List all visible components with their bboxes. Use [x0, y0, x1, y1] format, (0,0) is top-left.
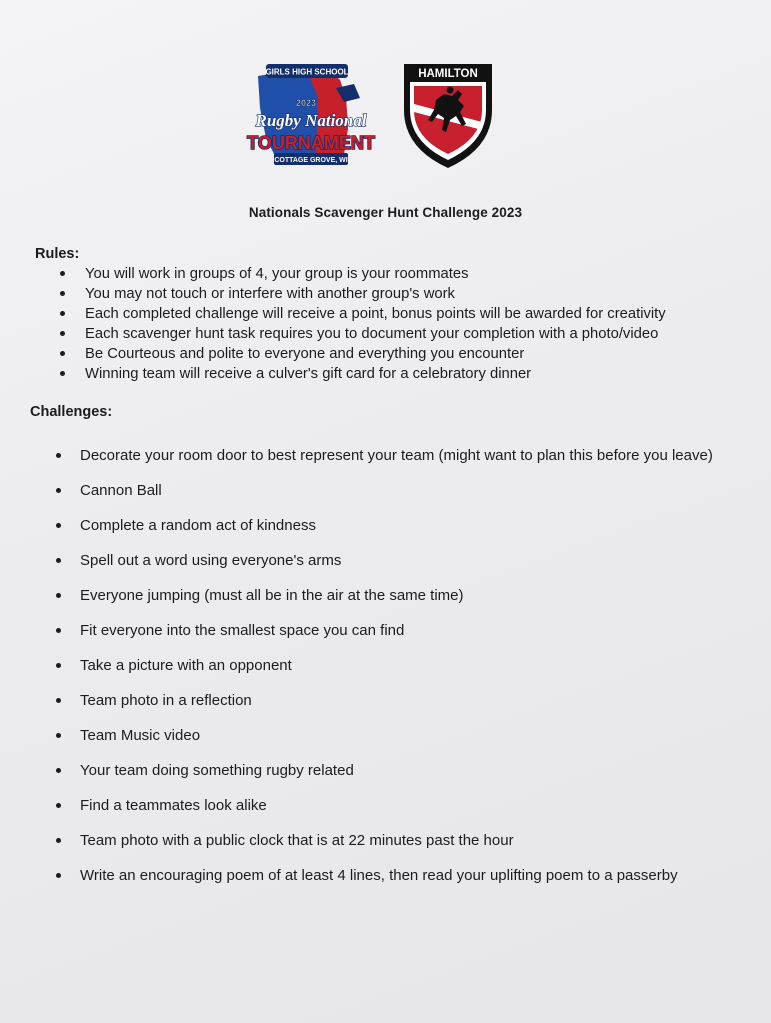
logo-text-bottom: COTTAGE GROVE, WI	[274, 157, 348, 164]
challenge-item: Team Music video	[52, 718, 742, 753]
challenge-item: Find a teammates look alike	[52, 788, 742, 823]
rule-item: You may not touch or interfere with another group's work	[58, 284, 748, 304]
rule-item: Each completed challenge will receive a point, bonus points will be awarded for creativity	[58, 304, 748, 324]
challenges-list	[52, 438, 742, 893]
logo-text-main: TOURNAMENT	[247, 133, 375, 153]
challenge-item: Fit everyone into the smallest space you can find	[52, 613, 742, 648]
challenge-item: Take a picture with an opponent	[52, 648, 742, 683]
challenge-item: Team photo with a public clock that is at 22 minutes past the hour	[52, 823, 742, 858]
rugby-tournament-logo-icon	[236, 58, 386, 178]
rule-item: Be Courteous and polite to everyone and everything you encounter	[58, 344, 748, 364]
challenges-heading: Challenges:	[30, 404, 113, 420]
page-title: Nationals Scavenger Hunt Challenge 2023	[248, 205, 523, 220]
logo-text-top: GIRLS HIGH SCHOOL	[265, 67, 349, 77]
hamilton-shield-icon	[400, 60, 496, 172]
challenge-item: Everyone jumping (must all be in the air at the same time)	[52, 578, 742, 613]
challenge-item: Complete a random act of kindness	[52, 508, 742, 543]
rules-heading: Rules:	[35, 246, 80, 262]
challenge-item: Team photo in a reflection	[52, 683, 742, 718]
challenge-item: Write an encouraging poem of at least 4 lines, then read your uplifting poem to a passerby	[52, 858, 742, 893]
challenge-item: Decorate your room door to best represent your team (might want to plan this before you leave)	[52, 438, 742, 473]
logo-text-year: 2023	[295, 98, 317, 108]
rule-item: Each scavenger hunt task requires you to document your completion with a photo/video	[58, 324, 748, 344]
challenge-item: Your team doing something rugby related	[52, 753, 742, 788]
challenge-item: Cannon Ball	[52, 473, 742, 508]
rules-list	[58, 264, 748, 384]
challenge-item: Spell out a word using everyone's arms	[52, 543, 742, 578]
rule-item: You will work in groups of 4, your group is your roommates	[58, 264, 748, 284]
rule-item: Winning team will receive a culver's gift card for a celebratory dinner	[58, 364, 748, 384]
logo-text-script: Rugby National	[255, 111, 367, 130]
hamilton-logo-text: HAMILTON	[418, 68, 478, 80]
